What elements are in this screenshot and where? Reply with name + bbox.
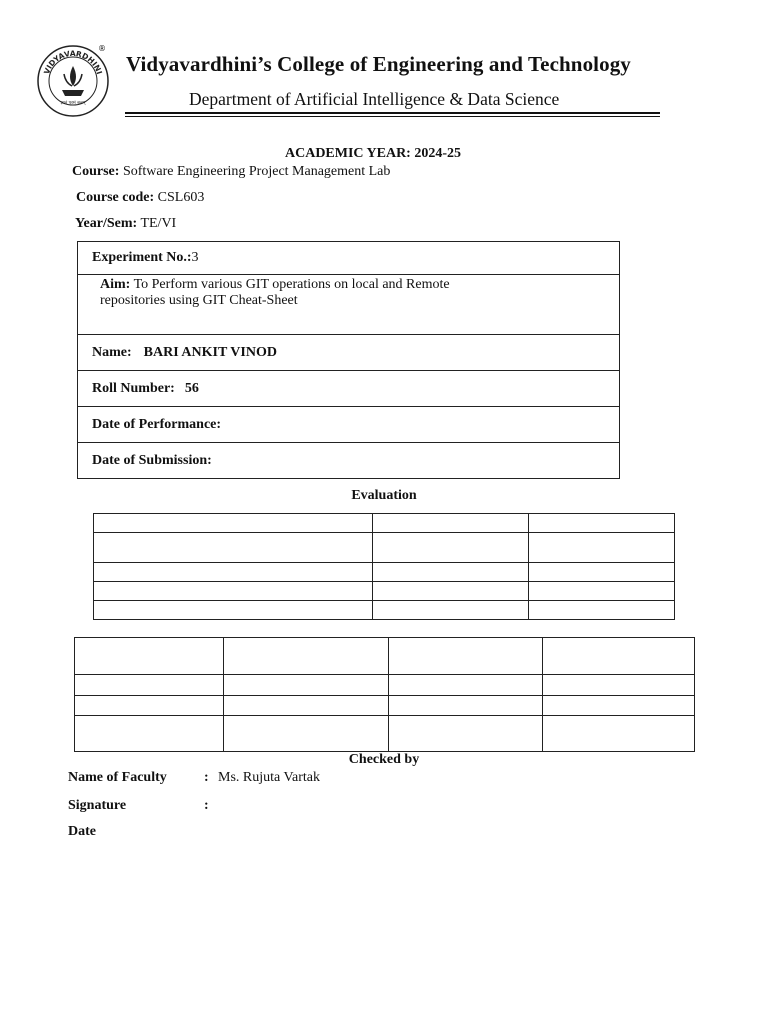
- roll-number-value: 56: [184, 380, 199, 396]
- date-label: Date: [68, 824, 96, 839]
- table-row: [75, 716, 695, 752]
- date-of-performance-row: [78, 407, 619, 443]
- aim-label: Aim:: [100, 277, 131, 292]
- table-cell: [224, 638, 389, 675]
- table-cell: [224, 675, 389, 696]
- aim-text-line2: repositories using GIT Cheat-Sheet: [100, 293, 298, 308]
- registered-mark: ®: [98, 44, 106, 53]
- college-logo: [36, 44, 110, 118]
- table-cell: [94, 533, 373, 563]
- faculty-name-value: Ms. Rujuta Vartak: [218, 770, 321, 785]
- date-of-submission-label: Date of Submission:: [92, 452, 212, 468]
- faculty-name-label: Name of Faculty: [68, 770, 167, 785]
- year-sem-value: TE/VI: [137, 216, 177, 231]
- table-cell: [389, 638, 543, 675]
- table-cell: [543, 716, 695, 752]
- course-code-line: [76, 190, 204, 206]
- table-cell: [75, 716, 224, 752]
- table-cell: [373, 563, 529, 582]
- marks-table: [74, 637, 695, 752]
- table-row: [94, 601, 675, 620]
- date-of-performance-label: Date of Performance:: [92, 416, 222, 432]
- date-row: [68, 824, 204, 840]
- table-cell: [373, 533, 529, 563]
- roll-number-label: Roll Number:: [92, 380, 175, 396]
- table-cell: [389, 696, 543, 716]
- course-value: Software Engineering Project Management Lab: [119, 164, 391, 179]
- table-row: [94, 533, 675, 563]
- academic-year: ACADEMIC YEAR: 2024-25: [284, 146, 462, 161]
- evaluation-title: Evaluation: [351, 488, 417, 503]
- table-cell: [75, 675, 224, 696]
- table-row: [75, 696, 695, 716]
- course-line: [72, 164, 390, 180]
- faculty-name-colon: :: [204, 770, 209, 785]
- table-row: [75, 638, 695, 675]
- table-cell: [94, 582, 373, 601]
- table-cell: [529, 582, 675, 601]
- table-row: [94, 514, 675, 533]
- table-cell: [529, 563, 675, 582]
- year-sem-label: Year/Sem:: [75, 216, 138, 231]
- header-rule-thin: [125, 116, 660, 117]
- table-cell: [389, 675, 543, 696]
- checked-by-title: Checked by: [348, 752, 420, 767]
- college-name: Vidyavardhini’s College of Engineering and Technology: [126, 52, 631, 76]
- header-rule: [125, 112, 660, 114]
- table-row: [94, 563, 675, 582]
- experiment-no-value: 3: [191, 250, 199, 265]
- student-name-value: BARI ANKIT VINOD: [143, 344, 277, 360]
- date-of-submission-row: [78, 443, 619, 478]
- year-sem-line: [75, 216, 176, 232]
- table-cell: [224, 716, 389, 752]
- aim-text-line1: To Perform various GIT operations on local and Remote: [130, 277, 450, 292]
- course-code-label: Course code:: [76, 190, 155, 205]
- table-cell: [529, 601, 675, 620]
- table-cell: [529, 533, 675, 563]
- signature-row: [68, 798, 218, 814]
- table-cell: [373, 582, 529, 601]
- student-name-row: [78, 335, 619, 371]
- table-cell: [94, 514, 373, 533]
- experiment-details-box: [77, 241, 620, 479]
- table-cell: [373, 601, 529, 620]
- table-row: [94, 582, 675, 601]
- logo-text: VIDYAVARDHINI: [42, 48, 104, 76]
- table-cell: [75, 638, 224, 675]
- experiment-no-label: Experiment No.:: [92, 250, 192, 265]
- aim-row: [78, 275, 619, 335]
- table-cell: [94, 563, 373, 582]
- table-cell: [543, 696, 695, 716]
- table-cell: [75, 696, 224, 716]
- course-label: Course:: [72, 164, 120, 179]
- table-row: [75, 675, 695, 696]
- roll-number-row: [78, 371, 619, 407]
- table-cell: [543, 638, 695, 675]
- table-cell: [224, 696, 389, 716]
- course-code-value: CSL603: [154, 190, 205, 205]
- logo-sub: ज्ञानं परमं बलम्: [60, 101, 86, 106]
- table-cell: [373, 514, 529, 533]
- department-name: Department of Artificial Intelligence & Data Science: [189, 89, 560, 109]
- student-name-label: Name:: [92, 344, 132, 360]
- faculty-name-row: [68, 770, 320, 786]
- table-cell: [389, 716, 543, 752]
- signature-label: Signature: [68, 798, 127, 813]
- table-cell: [529, 514, 675, 533]
- table-cell: [543, 675, 695, 696]
- document-header: [36, 44, 662, 120]
- table-cell: [94, 601, 373, 620]
- evaluation-table: [93, 513, 675, 620]
- signature-colon: :: [204, 798, 209, 813]
- experiment-no-row: [78, 242, 619, 275]
